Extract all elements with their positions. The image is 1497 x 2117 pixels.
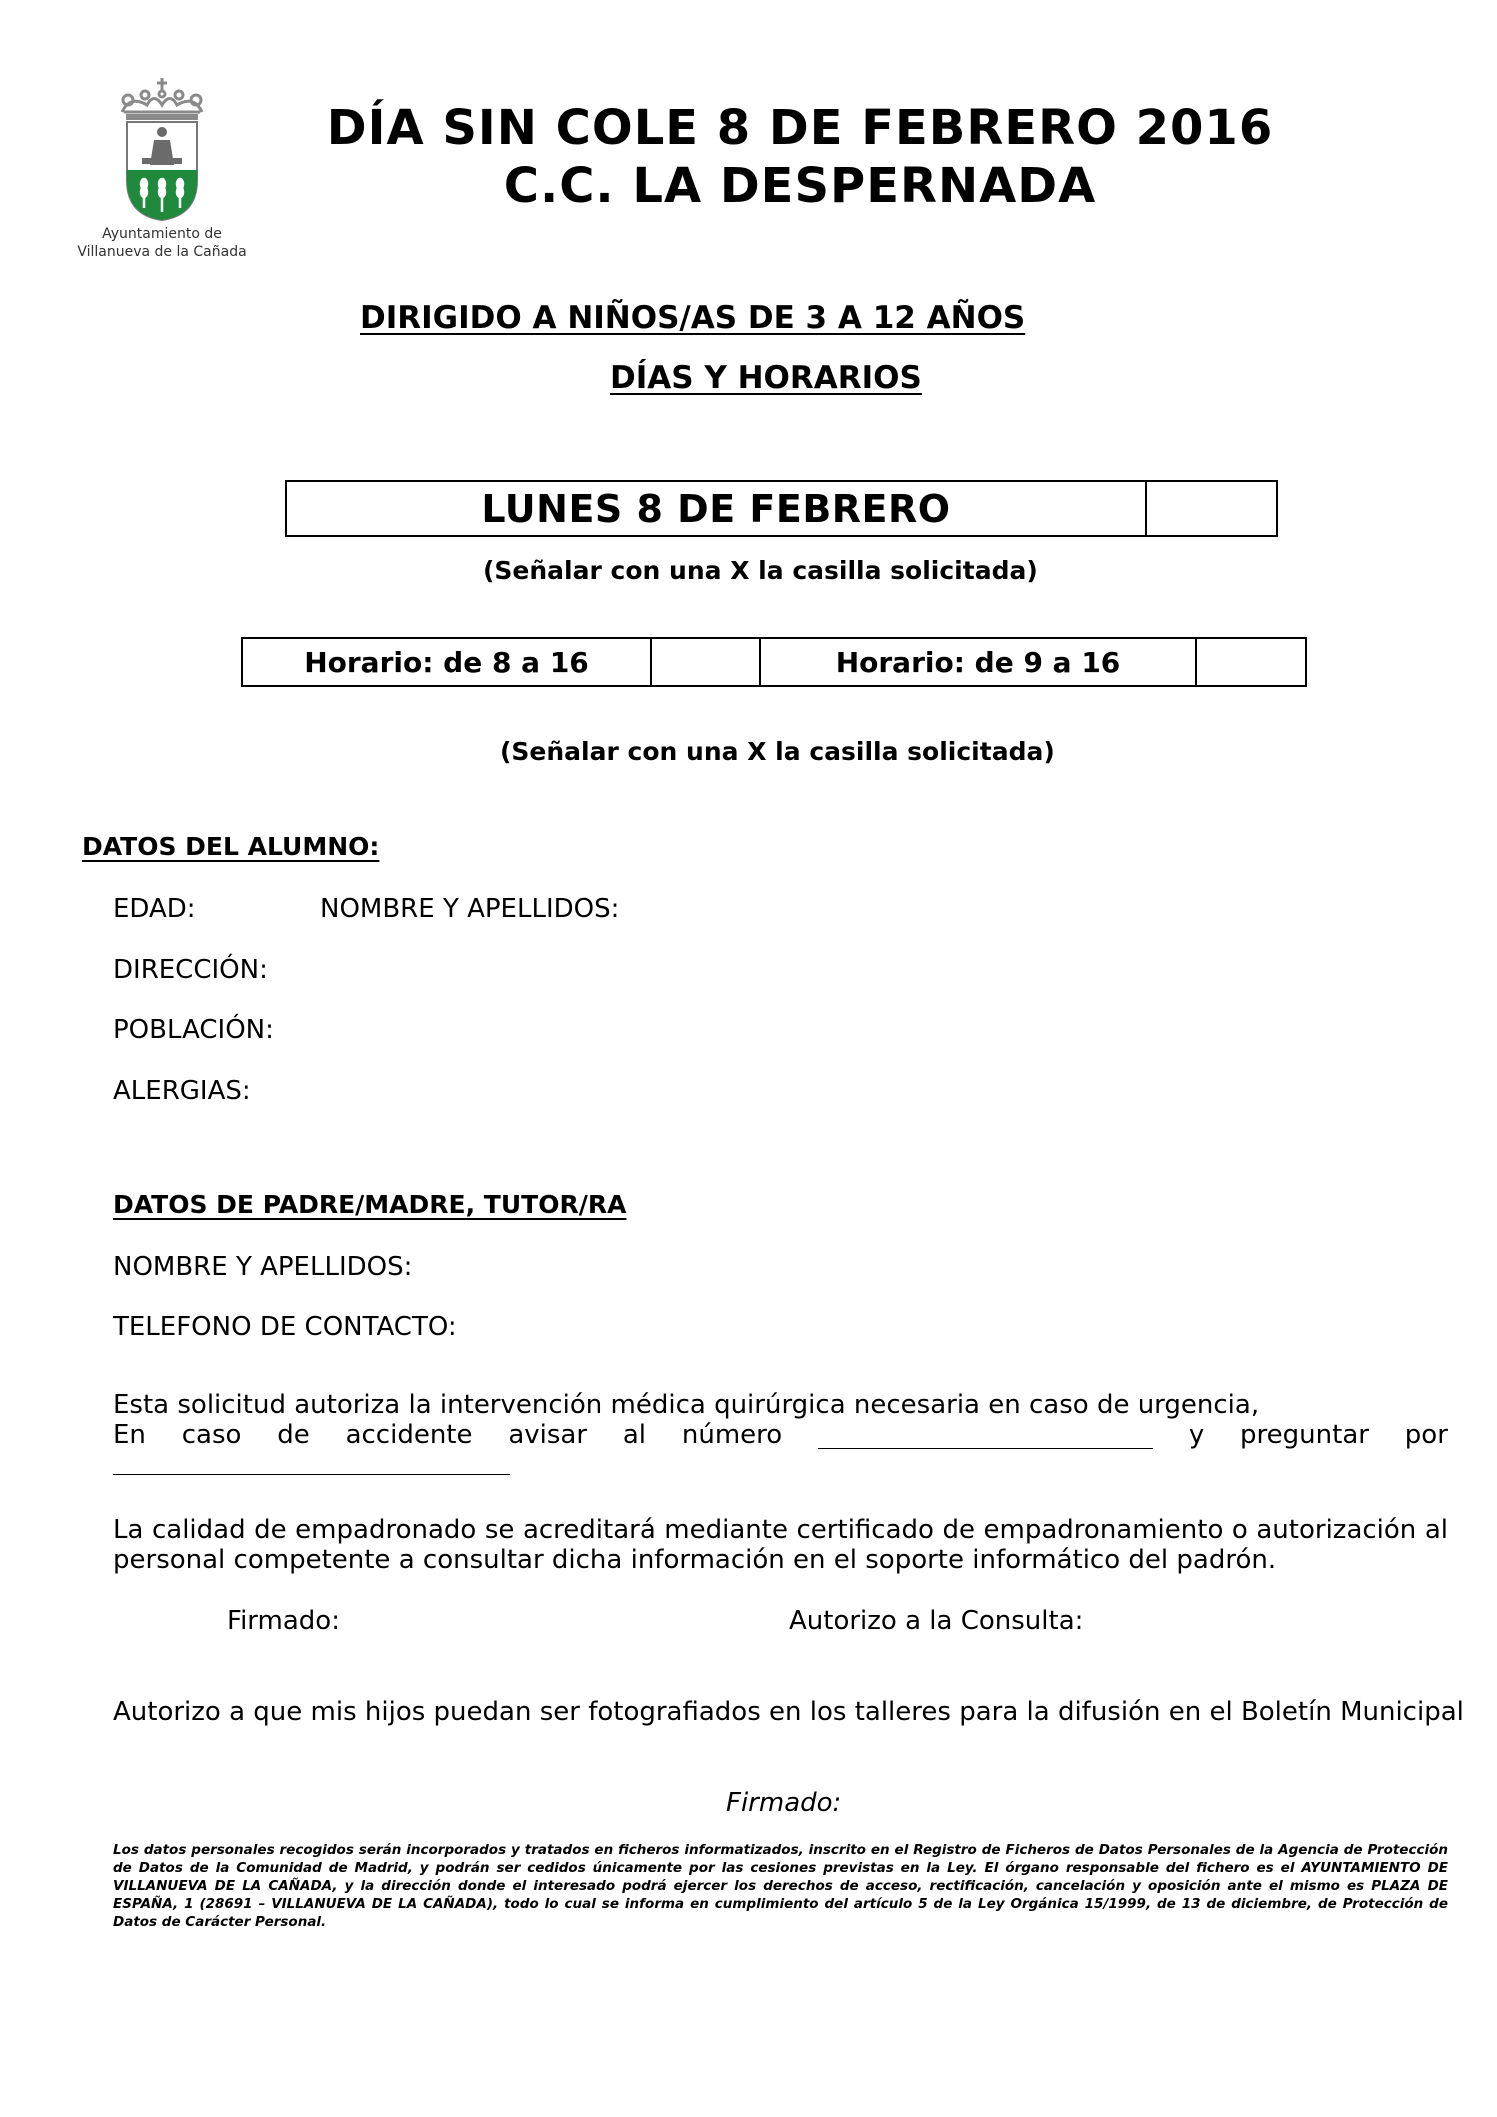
accident-word: caso xyxy=(181,1420,242,1450)
student-age-label: EDAD: xyxy=(113,894,196,924)
page-title-line1: DÍA SIN COLE 8 DE FEBRERO 2016 xyxy=(326,100,1274,156)
municipal-logo xyxy=(62,70,262,270)
student-town-label: POBLACIÓN: xyxy=(113,1015,274,1045)
registration-notice: La calidad de empadronado se acreditará mediante certificado de empadronamiento o autorización al personal competente a consultar dicha información en el soporte informático del padrón. xyxy=(113,1515,1448,1575)
accident-phone-blank[interactable] xyxy=(818,1420,1153,1449)
consult-authorization-label: Autorizo a la Consulta: xyxy=(789,1606,1084,1636)
contact-person-blank[interactable] xyxy=(113,1474,510,1475)
schedule-selection-box xyxy=(241,637,1307,687)
accident-word: número xyxy=(681,1420,783,1450)
schedule-option-2-label: Horario: de 9 a 16 xyxy=(761,639,1197,685)
audience-heading: DIRIGIDO A NIÑOS/AS DE 3 A 12 AÑOS xyxy=(360,300,1026,336)
logo-caption-line2: Villanueva de la Cañada xyxy=(77,244,247,260)
accident-word: de xyxy=(277,1420,310,1450)
guardian-section-heading: DATOS DE PADRE/MADRE, TUTOR/RA xyxy=(113,1190,627,1219)
coat-of-arms-icon xyxy=(62,70,262,230)
student-name-label: NOMBRE Y APELLIDOS: xyxy=(320,894,620,924)
medical-authorization-text: Esta solicitud autoriza la intervención médica quirúrgica necesaria en caso de urgencia, xyxy=(113,1390,1260,1420)
logo-caption-line1: Ayuntamiento de xyxy=(102,226,222,242)
student-section-heading: DATOS DEL ALUMNO: xyxy=(82,832,380,861)
day-label: LUNES 8 DE FEBRERO xyxy=(287,482,1147,535)
instruction-note-1: (Señalar con una X la casilla solicitada) xyxy=(483,556,1038,585)
accident-word: al xyxy=(622,1420,647,1450)
data-protection-notice: Los datos personales recogidos serán incorporados y tratados en ficheros informatizados, inscrito en el Registro de Ficheros de Datos Personales de la Agencia de Protección de Datos de la Comunidad de Madrid, y podrán ser cedidos únicamente por las cesiones previstas en la Ley. El órgano responsable del fichero es el AYUNTAMIENTO DE VILLANUEVA DE LA CAÑADA, y la dirección donde el interesado podrá ejercer los derechos de acceso, rectificación, cancelación y oposición ante el mismo es PLAZA DE ESPAÑA, 1 (28691 – VILLANUEVA DE LA CAÑADA), todo lo cual se informa en cumplimiento del artículo 5 de la Ley Orgánica 15/1999, de 13 de diciembre, de Protección de Datos de Carácter Personal. xyxy=(113,1842,1448,1930)
signed-label: Firmado: xyxy=(227,1606,340,1636)
guardian-phone-label: TELEFONO DE CONTACTO: xyxy=(113,1312,457,1342)
schedule-option-2-checkbox[interactable] xyxy=(1197,639,1305,685)
signed-label-2: Firmado: xyxy=(726,1788,842,1818)
photo-consent-text: Autorizo a que mis hijos puedan ser fotografiados en los talleres para la difusión en el Boletín Municipal xyxy=(113,1697,1464,1727)
accident-notice-line xyxy=(113,1420,1448,1450)
accident-word: por xyxy=(1404,1420,1448,1450)
student-allergies-label: ALERGIAS: xyxy=(113,1076,251,1106)
accident-word: avisar xyxy=(508,1420,588,1450)
schedule-option-1-checkbox[interactable] xyxy=(652,639,761,685)
student-address-label: DIRECCIÓN: xyxy=(113,955,268,985)
guardian-name-label: NOMBRE Y APELLIDOS: xyxy=(113,1252,413,1282)
instruction-note-2: (Señalar con una X la casilla solicitada) xyxy=(500,737,1055,766)
day-checkbox[interactable] xyxy=(1147,482,1276,535)
day-selection-box xyxy=(285,480,1278,537)
accident-word: preguntar xyxy=(1240,1420,1369,1450)
schedule-option-1-label: Horario: de 8 a 16 xyxy=(243,639,652,685)
accident-word: accidente xyxy=(345,1420,473,1450)
accident-word: y xyxy=(1188,1420,1205,1450)
accident-word: En xyxy=(113,1420,146,1450)
schedule-heading: DÍAS Y HORARIOS xyxy=(610,360,922,396)
page-title-line2: C.C. LA DESPERNADA xyxy=(503,158,1097,214)
